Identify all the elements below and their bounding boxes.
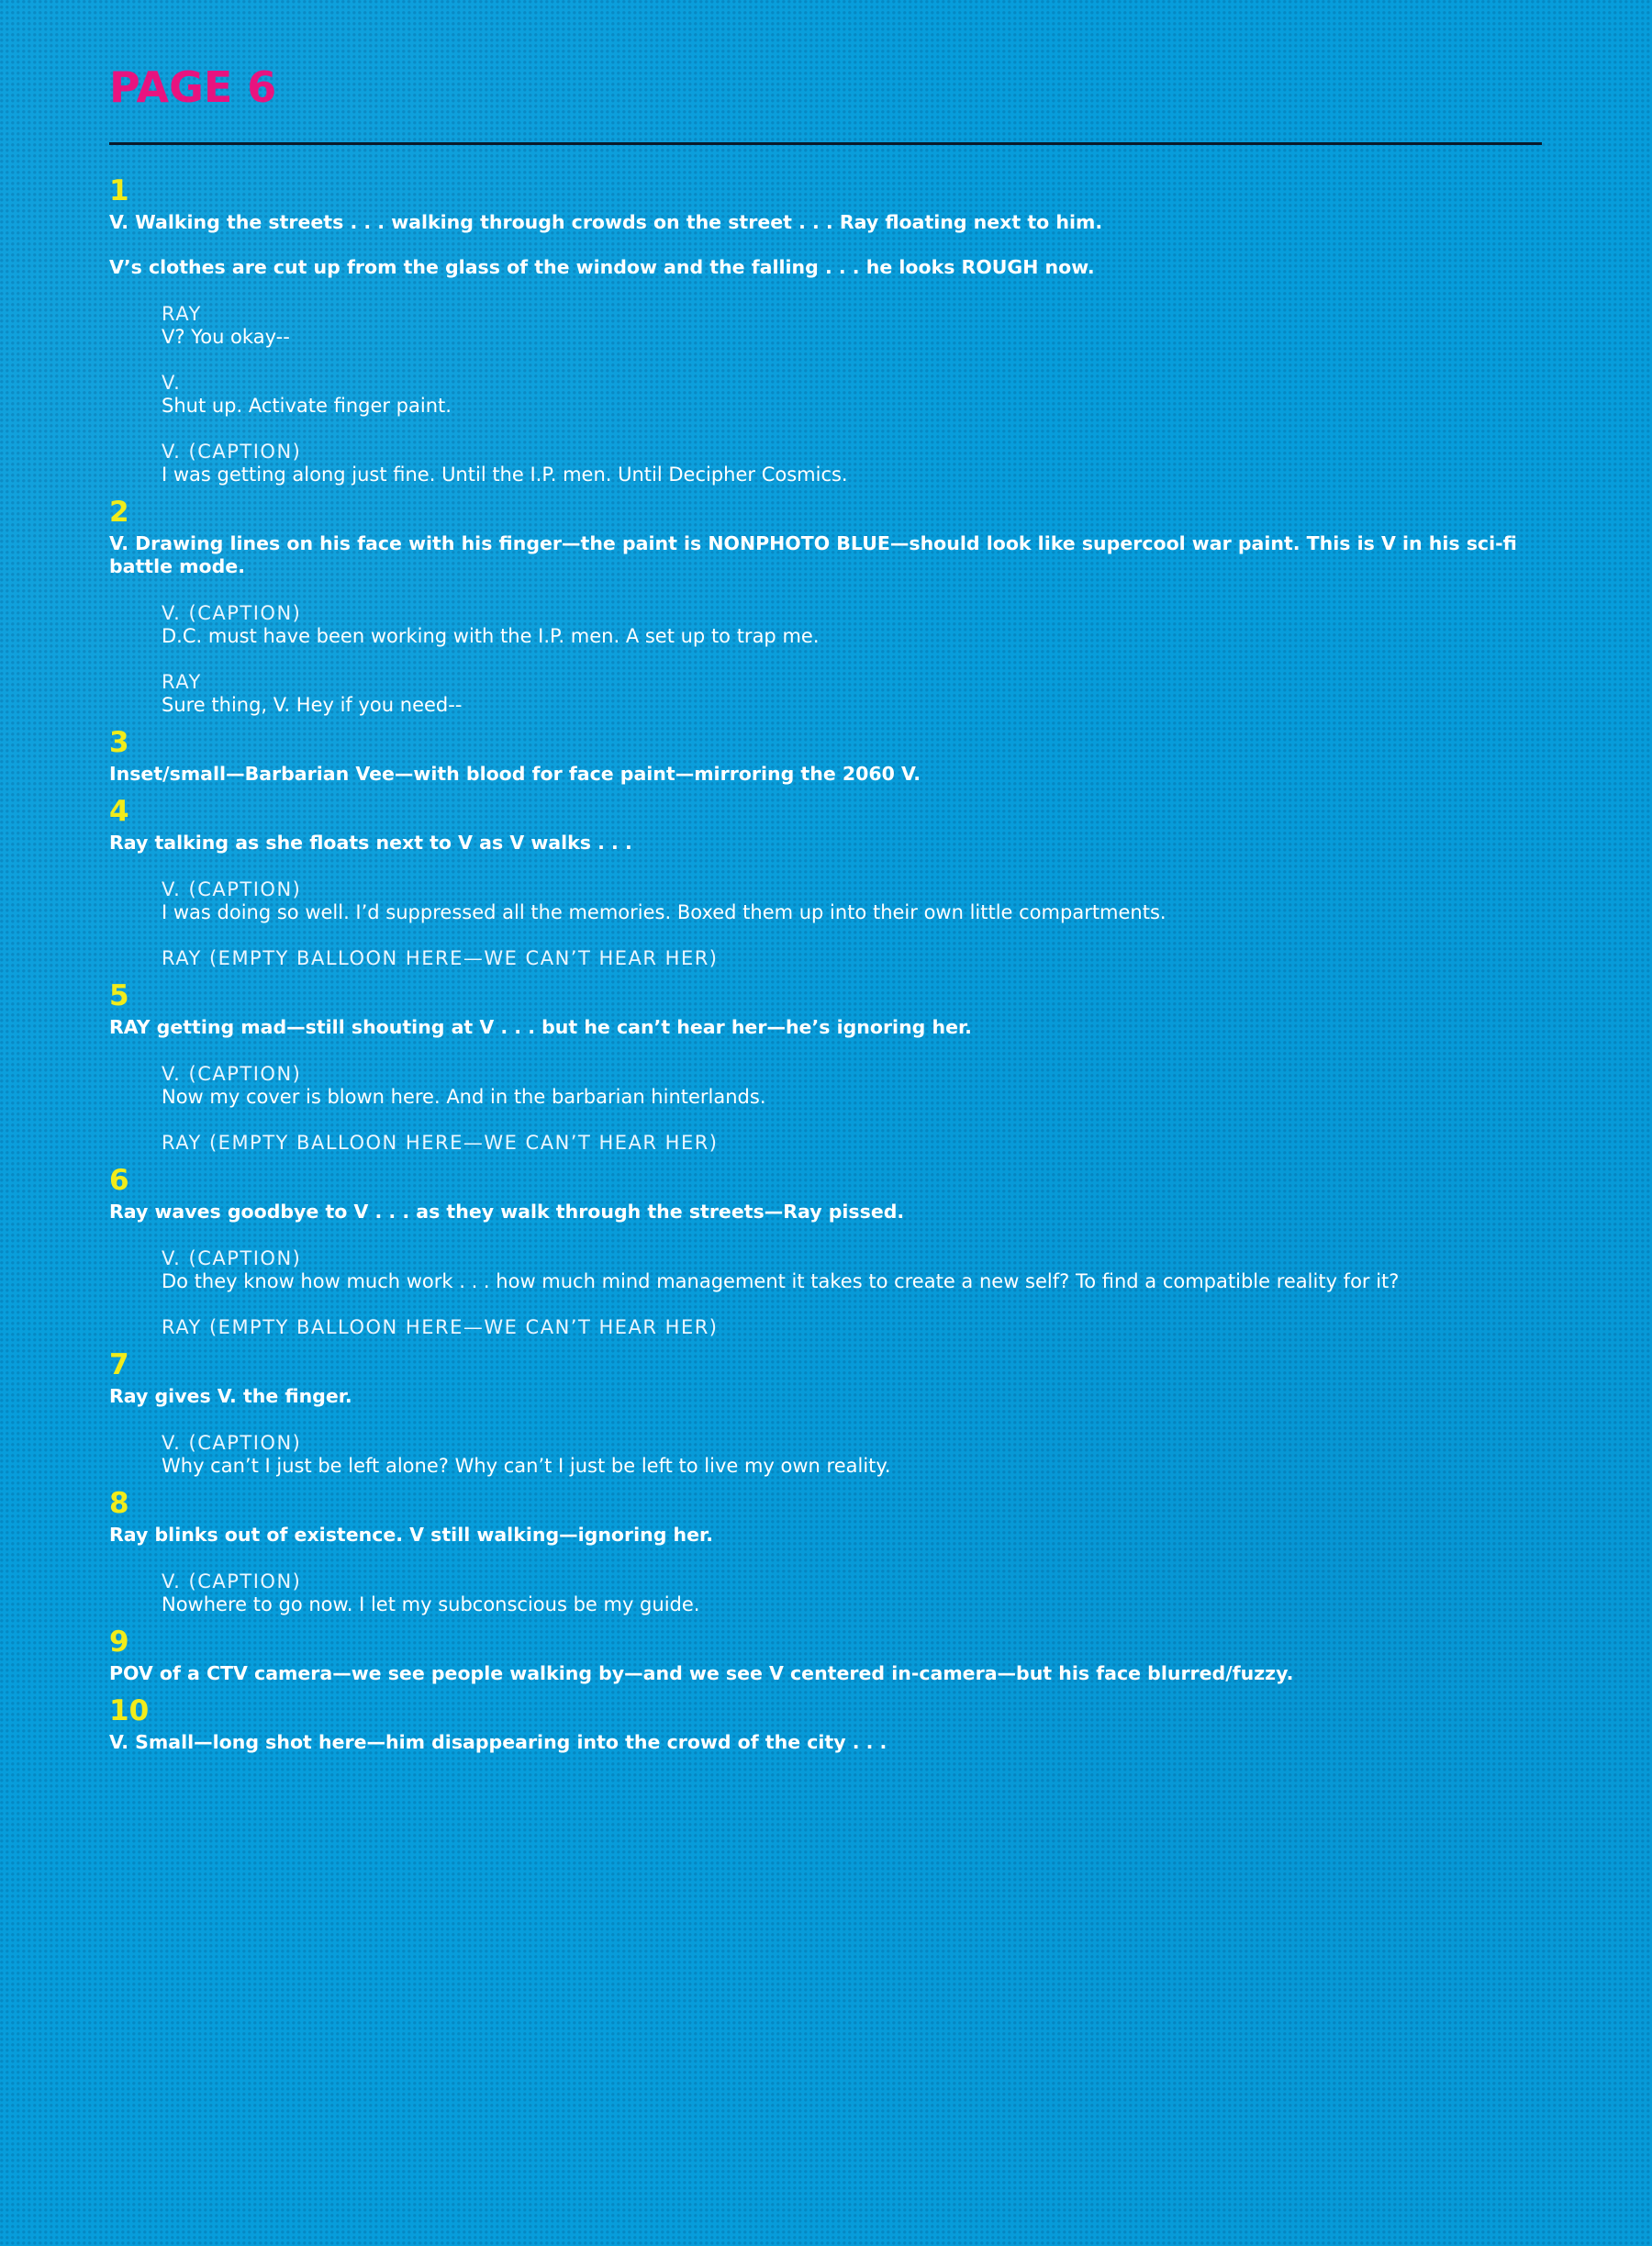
panel-number: 7 bbox=[109, 1348, 129, 1381]
panel-description: Ray gives V. the finger. bbox=[109, 1385, 352, 1407]
dialogue-line: D.C. must have been working with the I.P. men. A set up to trap me. bbox=[162, 625, 820, 647]
dialogue-block bbox=[162, 878, 1542, 924]
panel-number: 2 bbox=[109, 496, 129, 529]
title-divider bbox=[109, 142, 1542, 145]
dialogue-block bbox=[162, 947, 1542, 970]
panel-3 bbox=[109, 726, 1542, 786]
panel-9 bbox=[109, 1626, 1542, 1685]
dialogue-block bbox=[162, 372, 1542, 418]
dialogue-line: Shut up. Activate finger paint. bbox=[162, 395, 452, 417]
speaker-name: V. (CAPTION) bbox=[162, 1432, 302, 1454]
dialogue-block bbox=[162, 1316, 1542, 1339]
panel-number: 3 bbox=[109, 726, 129, 759]
panel-8 bbox=[109, 1487, 1542, 1616]
dialogue-block bbox=[162, 1132, 1542, 1155]
panel-description: V. Walking the streets . . . walking through crowds on the street . . . Ray floating next to him. bbox=[109, 211, 1103, 233]
panel-list bbox=[109, 174, 1542, 1754]
panel-description: Ray blinks out of existence. V still walking—ignoring her. bbox=[109, 1524, 714, 1546]
speaker-name: V. bbox=[162, 372, 182, 394]
dialogue-block bbox=[162, 602, 1542, 648]
dialogue-block bbox=[162, 1570, 1542, 1616]
dialogue-line: Nowhere to go now. I let my subconscious be my guide. bbox=[162, 1593, 700, 1615]
panel-description: Inset/small—Barbarian Vee—with blood for face paint—mirroring the 2060 V. bbox=[109, 763, 921, 785]
dialogue-block bbox=[162, 1432, 1542, 1478]
panel-7 bbox=[109, 1348, 1542, 1478]
speaker-name: V. (CAPTION) bbox=[162, 441, 302, 463]
panel-10 bbox=[109, 1694, 1542, 1754]
panel-number: 9 bbox=[109, 1626, 129, 1659]
panel-1 bbox=[109, 174, 1542, 486]
panel-description: V. Small—long shot here—him disappearing into the crowd of the city . . . bbox=[109, 1731, 887, 1753]
dialogue-line: Why can’t I just be left alone? Why can’t I just be left to live my own reality. bbox=[162, 1455, 891, 1477]
panel-4 bbox=[109, 795, 1542, 970]
speaker-name: V. (CAPTION) bbox=[162, 1063, 302, 1085]
dialogue-line: V? You okay-- bbox=[162, 326, 290, 348]
speaker-name: V. (CAPTION) bbox=[162, 1570, 302, 1592]
panel-number: 1 bbox=[109, 174, 129, 207]
dialogue-block bbox=[162, 441, 1542, 486]
dialogue-line: Now my cover is blown here. And in the barbarian hinterlands. bbox=[162, 1086, 766, 1108]
panel-number: 4 bbox=[109, 795, 129, 828]
dialogue-block bbox=[162, 671, 1542, 717]
dialogue-line: I was getting along just fine. Until the I.P. men. Until Decipher Cosmics. bbox=[162, 464, 848, 486]
speaker-name: RAY (EMPTY BALLOON HERE—WE CAN’T HEAR HER) bbox=[162, 1316, 719, 1338]
panel-description: Ray talking as she floats next to V as V walks . . . bbox=[109, 832, 632, 854]
speaker-name: RAY (EMPTY BALLOON HERE—WE CAN’T HEAR HER) bbox=[162, 1132, 719, 1154]
dialogue-line: Sure thing, V. Hey if you need-- bbox=[162, 694, 463, 716]
panel-6 bbox=[109, 1164, 1542, 1339]
panel-number: 8 bbox=[109, 1487, 129, 1520]
panel-description: V’s clothes are cut up from the glass of the window and the falling . . . he looks ROUGH now. bbox=[109, 256, 1095, 278]
speaker-name: RAY bbox=[162, 303, 202, 325]
panel-number: 6 bbox=[109, 1164, 129, 1197]
dialogue-block bbox=[162, 1247, 1542, 1293]
panel-description: V. Drawing lines on his face with his finger—the paint is NONPHOTO BLUE—should look like supercool war paint. This is V in his sci-fi battle mode. bbox=[109, 532, 1517, 577]
speaker-name: V. (CAPTION) bbox=[162, 878, 302, 900]
dialogue-line: I was doing so well. I’d suppressed all the memories. Boxed them up into their own little compartments. bbox=[162, 901, 1166, 923]
panel-description: POV of a CTV camera—we see people walking by—and we see V centered in-camera—but his face blurred/fuzzy. bbox=[109, 1662, 1294, 1684]
panel-number: 10 bbox=[109, 1694, 150, 1727]
panel-5 bbox=[109, 979, 1542, 1155]
panel-2 bbox=[109, 496, 1542, 717]
dialogue-line: Do they know how much work . . . how much mind management it takes to create a new self? To find a compatible reality for it? bbox=[162, 1270, 1400, 1292]
panel-description: Ray waves goodbye to V . . . as they walk through the streets—Ray pissed. bbox=[109, 1201, 905, 1223]
dialogue-block bbox=[162, 1063, 1542, 1109]
panel-number: 5 bbox=[109, 979, 129, 1012]
page-title: PAGE 6 bbox=[109, 62, 277, 112]
speaker-name: RAY (EMPTY BALLOON HERE—WE CAN’T HEAR HER) bbox=[162, 947, 719, 969]
speaker-name: RAY bbox=[162, 671, 202, 693]
speaker-name: V. (CAPTION) bbox=[162, 602, 302, 624]
dialogue-block bbox=[162, 303, 1542, 349]
panel-description: RAY getting mad—still shouting at V . . . but he can’t hear her—he’s ignoring her. bbox=[109, 1016, 972, 1038]
speaker-name: V. (CAPTION) bbox=[162, 1247, 302, 1269]
